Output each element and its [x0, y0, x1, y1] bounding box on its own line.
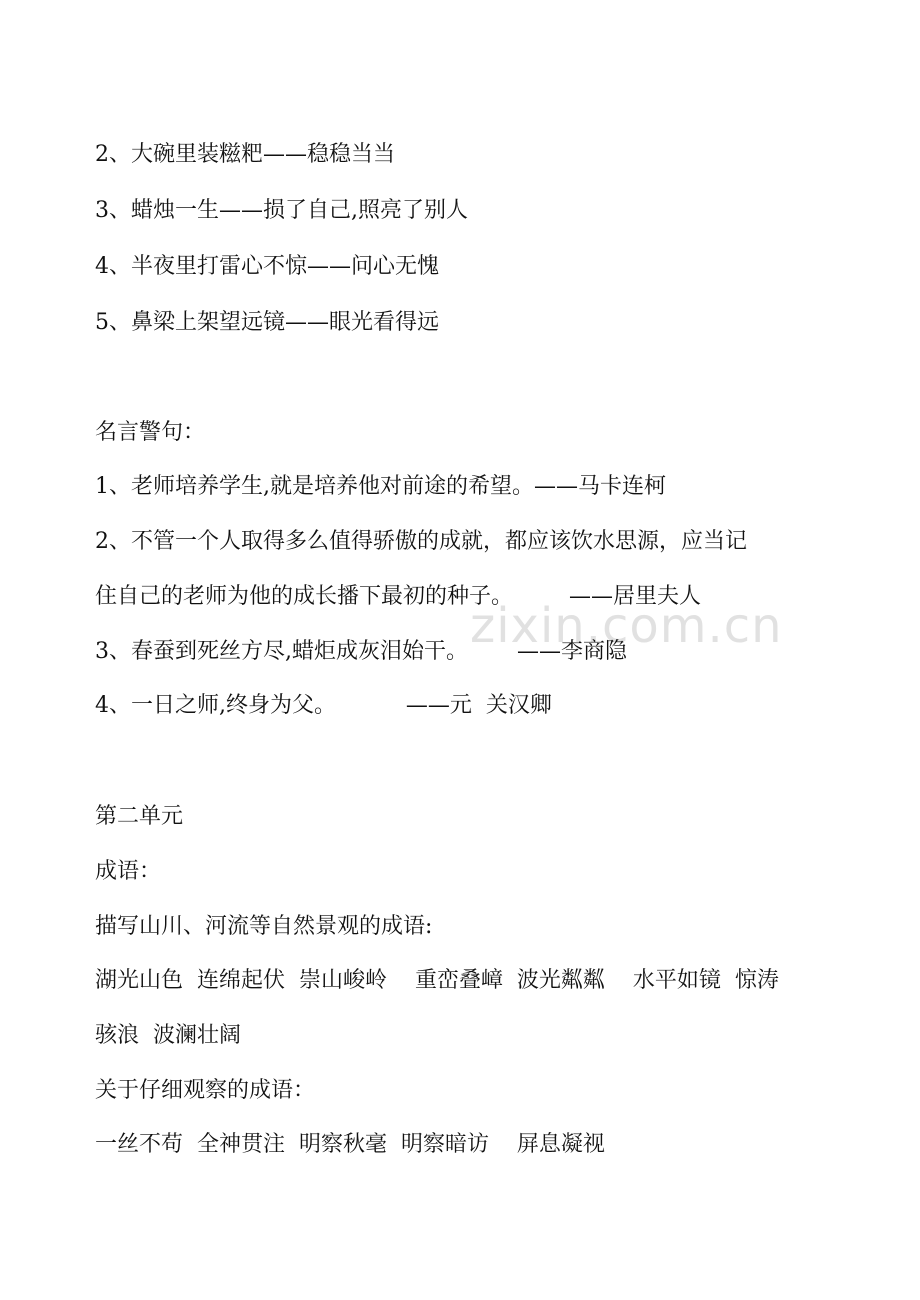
xiehouyu-line: 5、鼻梁上架望远镜——眼光看得远 — [95, 310, 439, 335]
idioms-heading: 成语： — [95, 859, 162, 884]
observe-heading: 关于仔细观察的成语： — [95, 1078, 316, 1103]
watermark: zixin.com.cn — [470, 598, 783, 654]
quote-line: 2、不管一个人取得多么值得骄傲的成就，都应该饮水思源，应当记 — [95, 529, 747, 554]
unit-title: 第二单元 — [95, 804, 184, 829]
scenery-heading: 描写山川、河流等自然景观的成语: — [95, 914, 433, 939]
quote-line: 住自己的老师为他的成长播下最初的种子。 ——居里夫人 — [95, 584, 701, 609]
scenery-idioms-line: 湖光山色 连绵起伏 崇山峻岭 重峦叠嶂 波光粼粼 水平如镜 惊涛 — [95, 968, 779, 993]
xiehouyu-line: 2、大碗里装糍粑——稳稳当当 — [95, 142, 395, 167]
quote-line: 3、春蚕到死丝方尽,蜡炬成灰泪始干。 ——李商隐 — [95, 639, 627, 664]
observe-idioms-line: 一丝不苟 全神贯注 明察秋毫 明察暗访 屏息凝视 — [95, 1132, 605, 1157]
xiehouyu-line: 3、蜡烛一生——损了自己,照亮了别人 — [95, 198, 468, 223]
xiehouyu-line: 4、半夜里打雷心不惊——问心无愧 — [95, 254, 439, 279]
scenery-idioms-line: 骇浪 波澜壮阔 — [95, 1023, 241, 1048]
quote-line: 4、一日之师,终身为父。 ——元 关汉卿 — [95, 693, 552, 718]
quotes-heading: 名言警句： — [95, 420, 206, 445]
quote-line: 1、老师培养学生,就是培养他对前途的希望。——马卡连柯 — [95, 474, 666, 499]
